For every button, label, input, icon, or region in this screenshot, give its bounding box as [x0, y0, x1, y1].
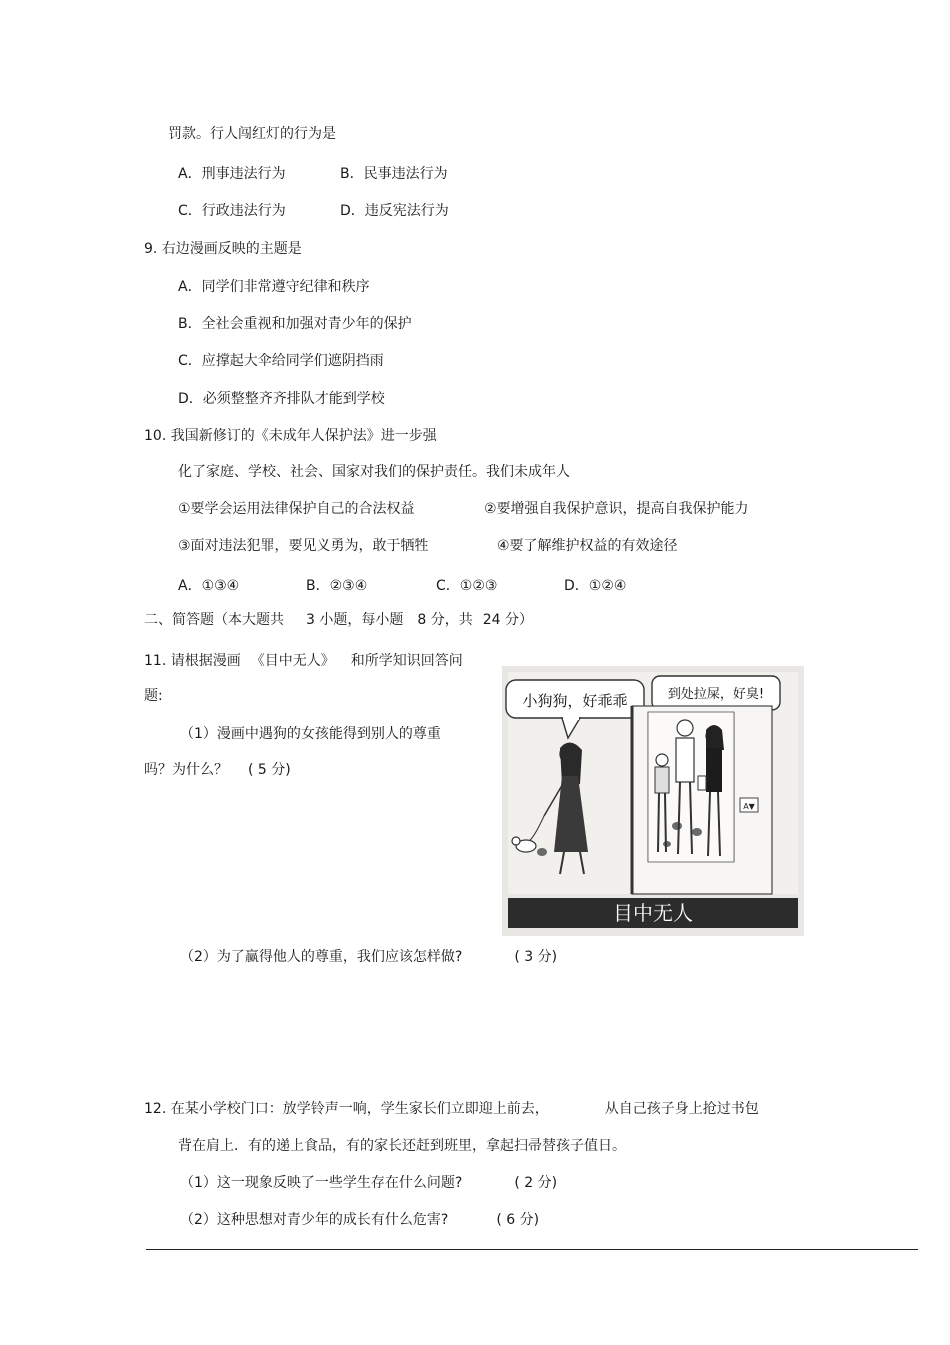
q11-stem-line2: 题: [144, 688, 163, 704]
q9-option-d: D．必须整整齐齐排队才能到学校 [178, 391, 385, 407]
q12-stem-line2: 背在肩上．有的递上食品，有的家长还赶到班里，拿起扫帚替孩子值日。 [178, 1138, 626, 1154]
bubble-right-text: 到处拉屎，好臭! [667, 687, 765, 702]
q11-stem-part3: 和所学知识回答问 [350, 653, 463, 669]
bottom-divider [146, 1249, 918, 1250]
q11-stem-line1 [144, 652, 463, 670]
q9-option-b: B．全社会重视和加强对青少年的保护 [178, 316, 412, 332]
q9-option-c: C．应撑起大伞给同学们遮阴挡雨 [178, 353, 384, 369]
q10-statement-1: ①要学会运用法律保护自己的合法权益 [178, 501, 415, 517]
q10-option-d: D．①②④ [564, 578, 627, 594]
q9-option-a: A．同学们非常遵守纪律和秩序 [178, 279, 370, 295]
q11-sub1-line1: （1）漫画中遇狗的女孩能得到别人的尊重 [180, 726, 441, 742]
q12-sub2 [180, 1211, 539, 1229]
q10-option-c: C．①②③ [436, 578, 498, 594]
q11-stem-part1: 11. 请根据漫画 [144, 653, 241, 669]
q10-statement-4: ④要了解维护权益的有效途径 [497, 538, 678, 554]
q11-sub2 [180, 948, 557, 966]
q8-option-c: C．行政违法行为 [178, 203, 286, 219]
q10-option-b: B．②③④ [306, 578, 368, 594]
q8-option-d: D．违反宪法行为 [340, 203, 449, 219]
q10-statement-2: ②要增强自我保护意识，提高自我保护能力 [484, 501, 749, 517]
q11-sub2-score: ( 3 分) [514, 949, 558, 965]
q12-sub1-text: （1）这一现象反映了一些学生存在什么问题? [180, 1175, 463, 1191]
q8-option-a: A．刑事违法行为 [178, 166, 286, 182]
q12-sub1-score: ( 2 分) [514, 1175, 558, 1191]
q8-option-b: B．民事违法行为 [340, 166, 448, 182]
section-2-heading-part4: 24 分） [482, 612, 533, 628]
q12-stem-line1 [144, 1100, 759, 1118]
q12-stem-part2: 从自己孩子身上抢过书包 [604, 1101, 759, 1117]
bubble-left-text: 小狗狗，好乖乖 [522, 692, 628, 710]
q12-sub1 [180, 1174, 557, 1192]
q10-stem-line2: 化了家庭、学校、社会、国家对我们的保护责任。我们未成年人 [178, 464, 570, 480]
q12-sub2-score: ( 6 分) [496, 1212, 540, 1228]
q11-sub1-line2 [144, 761, 291, 779]
q11-sub2-text: （2）为了赢得他人的尊重，我们应该怎样做? [180, 949, 463, 965]
cartoon-caption: 目中无人 [613, 901, 693, 925]
q8-stem-continuation: 罚款。行人闯红灯的行为是 [168, 126, 336, 142]
q12-sub2-text: （2）这种思想对青少年的成长有什么危害? [180, 1212, 449, 1228]
section-2-heading [144, 611, 533, 629]
q10-statement-3: ③面对违法犯罪，要见义勇为，敢于牺牲 [178, 538, 429, 554]
q11-sub1-line2-text: 吗？为什么？ [144, 762, 228, 778]
q11-stem-title: 《目中无人》 [250, 653, 335, 669]
q10-stem-line1: 10. 我国新修订的《未成年人保护法》进一步强 [144, 428, 437, 444]
q9-stem: 9. 右边漫画反映的主题是 [144, 241, 302, 257]
section-2-heading-part3: 8 分，共 [417, 612, 473, 628]
elevator-button-label: A▼ [743, 802, 755, 811]
q11-sub1-score: ( 5 分) [248, 762, 291, 778]
section-2-heading-part2: 3 小题，每小题 [306, 612, 404, 628]
cartoon-image [502, 666, 804, 936]
q10-option-a: A．①③④ [178, 578, 240, 594]
section-2-heading-part1: 二、简答题（本大题共 [144, 612, 284, 628]
elevator-illustration [632, 706, 772, 894]
q12-stem-part1: 12. 在某小学校门口：放学铃声一响，学生家长们立即迎上前去， [144, 1101, 549, 1117]
